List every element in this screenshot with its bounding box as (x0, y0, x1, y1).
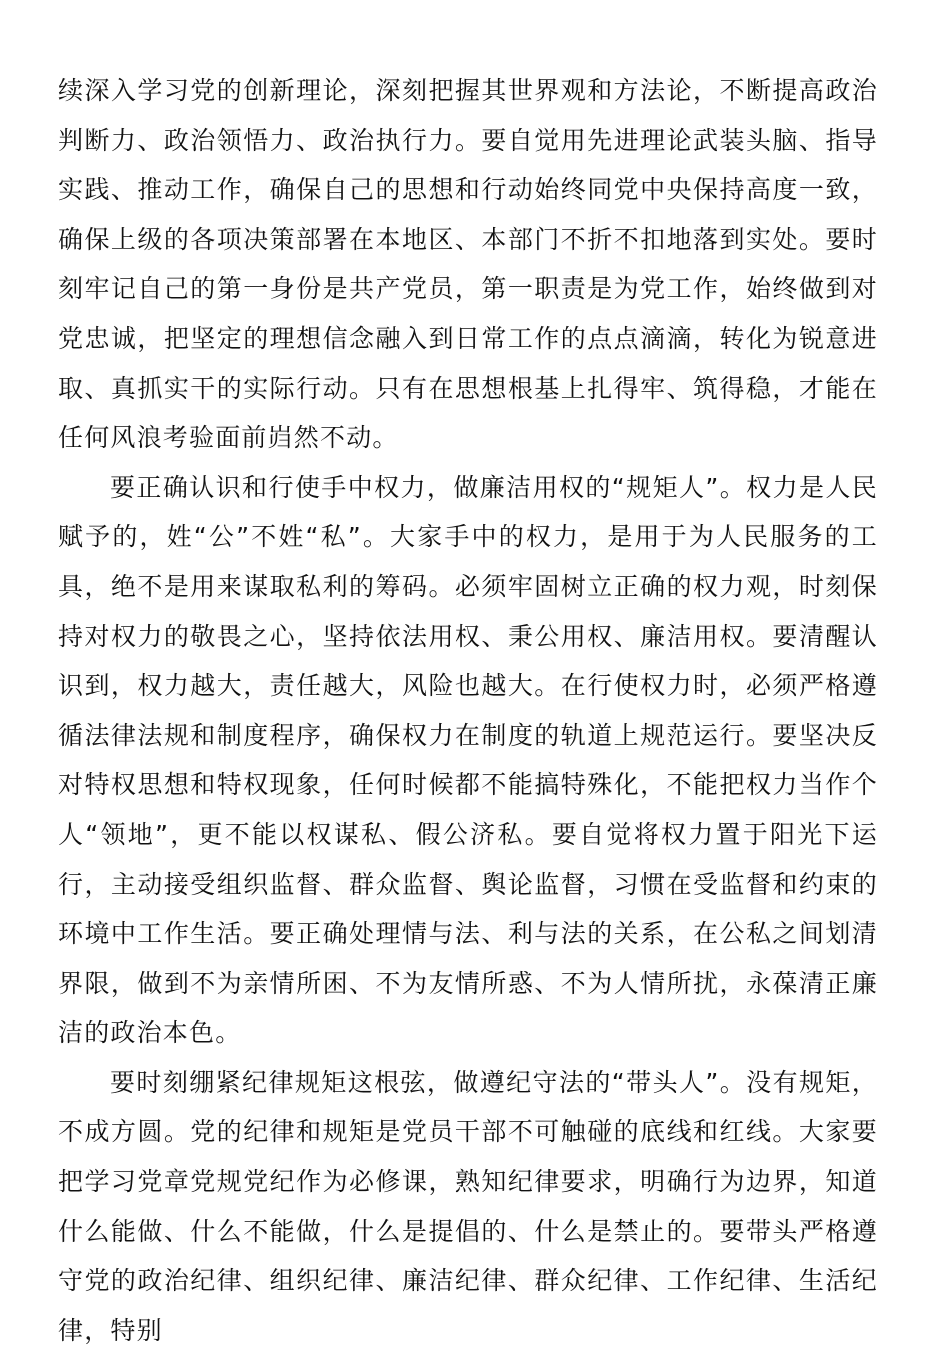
paragraph-3: 要时刻绷紧纪律规矩这根弦，做遵纪守法的“带头人”。没有规矩，不成方圆。党的纪律和规矩是党员干部不可触碰的底线和红线。大家要把学习党章党规党纪作为必修课，熟知纪律要求，明确行为边界，知道什么能做、什么不能做，什么是提倡的、什么是禁止的。要带头严格遵守党的政治纪律、组织纪律、廉洁纪律、群众纪律、工作纪律、生活纪律，特别 (58, 1067, 878, 1345)
paragraph-1: 续深入学习党的创新理论，深刻把握其世界观和方法论，不断提高政治判断力、政治领悟力、政治执行力。要自觉用先进理论武装头脑、指导实践、推动工作，确保自己的思想和行动始终同党中央保持高度一致，确保上级的各项决策部署在本地区、本部门不折不扣地落到实处。要时刻牢记自己的第一身份是共产党员，第一职责是为党工作，始终做到对党忠诚，把坚定的理想信念融入到日常工作的点点滴滴，转化为锐意进取、真抓实干的实际行动。只有在思想根基上扎得牢、筑得稳，才能在任何风浪考验面前岿然不动。 (58, 76, 878, 453)
document-page (58, 66, 878, 1355)
paragraph-2: 要正确认识和行使手中权力，做廉洁用权的“规矩人”。权力是人民赋予的，姓“公”不姓“私”。大家手中的权力，是用于为人民服务的工具，绝不是用来谋取私利的筹码。必须牢固树立正确的权力观，时刻保持对权力的敬畏之心，坚持依法用权、秉公用权、廉洁用权。要清醒认识到，权力越大，责任越大，风险也越大。在行使权力时，必须严格遵循法律法规和制度程序，确保权力在制度的轨道上规范运行。要坚决反对特权思想和特权现象，任何时候都不能搞特殊化，不能把权力当作个人“领地”，更不能以权谋私、假公济私。要自觉将权力置于阳光下运行，主动接受组织监督、群众监督、舆论监督，习惯在受监督和约束的环境中工作生活。要正确处理情与法、利与法的关系，在公私之间划清界限，做到不为亲情所困、不为友情所惑、不为人情所扰，永葆清正廉洁的政治本色。 (58, 472, 878, 1048)
